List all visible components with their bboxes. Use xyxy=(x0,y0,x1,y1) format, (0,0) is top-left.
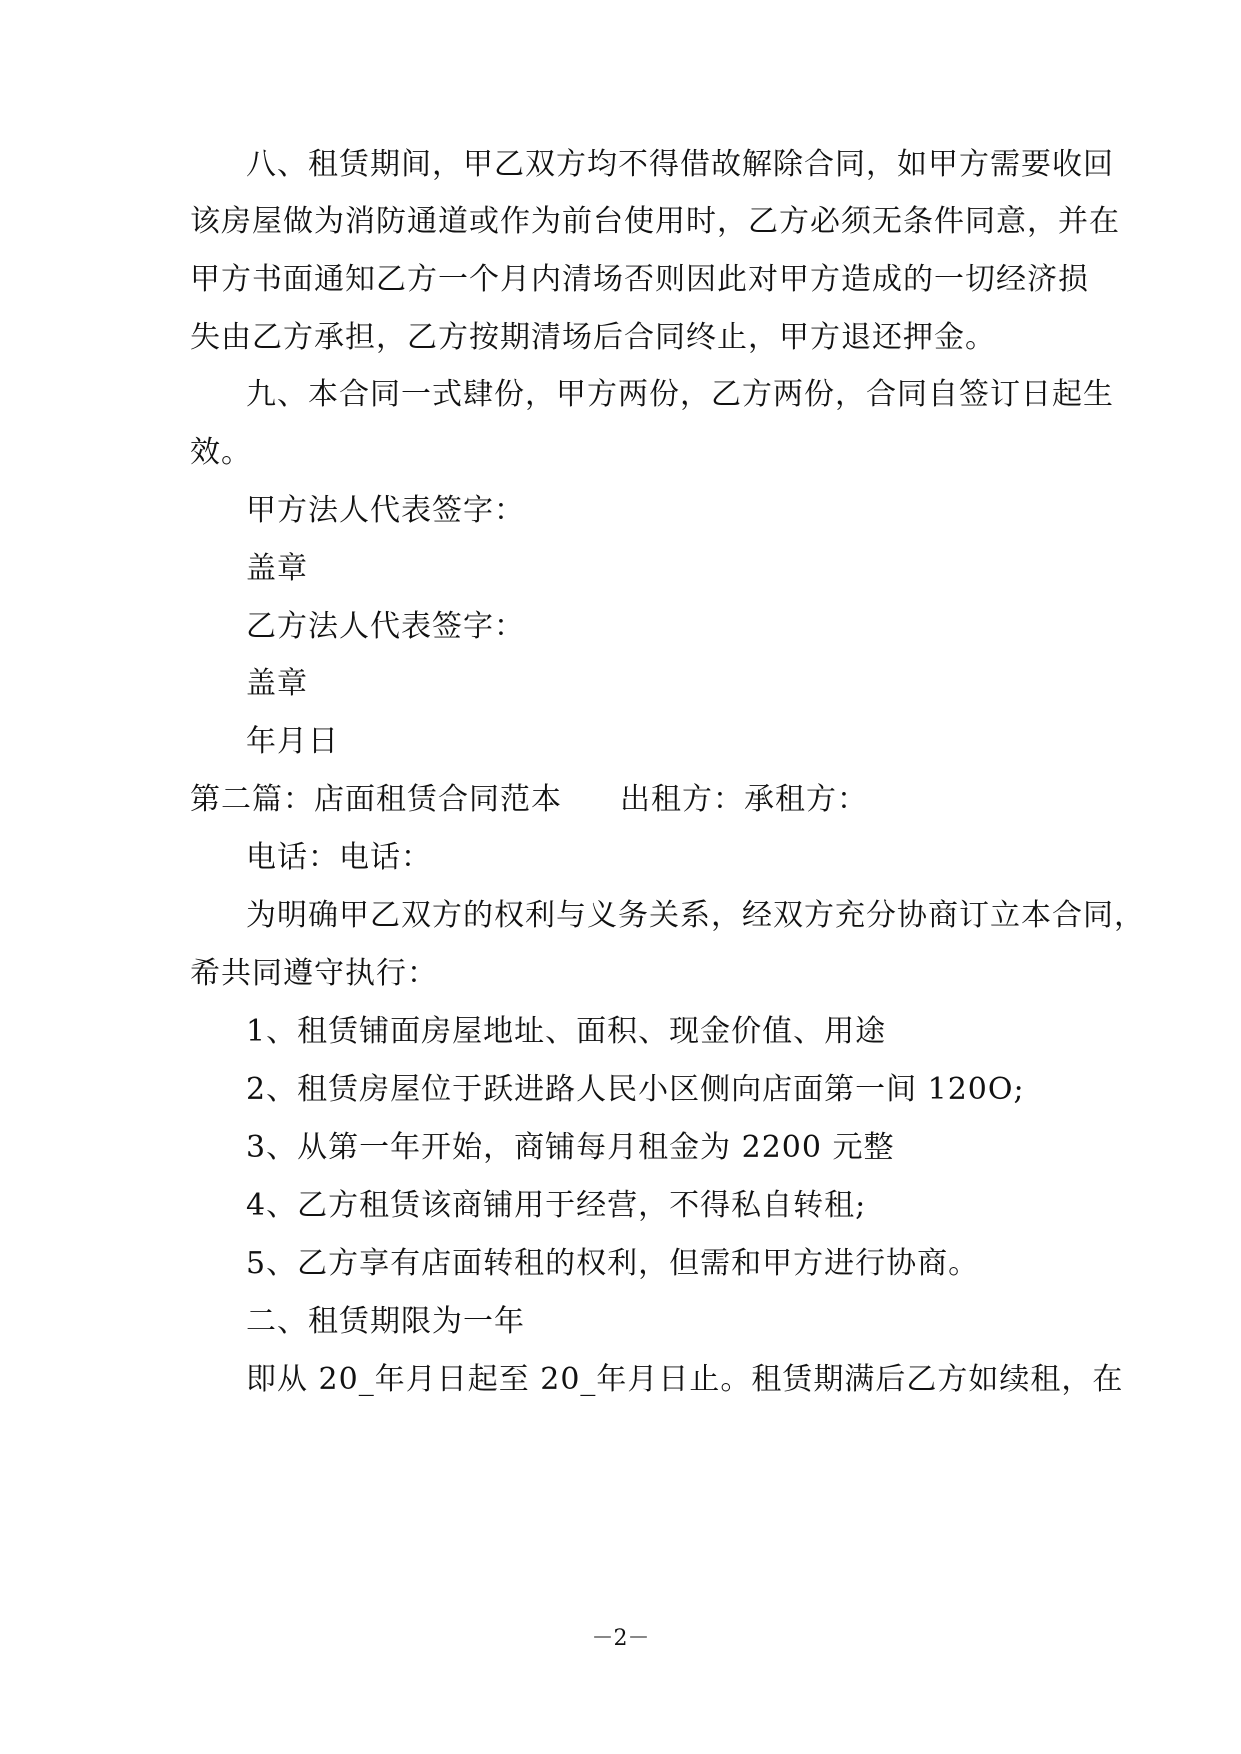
paragraph-9-line-2: 效。 xyxy=(190,435,252,470)
section-title: 第二篇：店面租赁合同范本 xyxy=(190,782,562,817)
lease-term-heading: 二、租赁期限为一年 xyxy=(246,1304,525,1339)
party-b-signature: 乙方法人代表签字： xyxy=(246,609,525,644)
lease-term-line: 即从 20_年月日起至 20_年月日止。租赁期满后乙方如续租，在 xyxy=(246,1362,1124,1397)
paragraph-8-line-1: 八、租赁期间，甲乙双方均不得借故解除合同，如甲方需要收回 xyxy=(246,147,1114,182)
phone-line: 电话：电话： xyxy=(246,840,432,875)
page-number: －2－ xyxy=(591,1626,650,1651)
clause-1: 1、租赁铺面房屋地址、面积、现金价值、用途 xyxy=(246,1014,887,1049)
paragraph-8-line-4: 失由乙方承担，乙方按期清场后合同终止，甲方退还押金。 xyxy=(190,320,996,355)
paragraph-9-line-1: 九、本合同一式肆份，甲方两份，乙方两份，合同自签订日起生 xyxy=(246,377,1114,412)
clause-2: 2、租赁房屋位于跃进路人民小区侧向店面第一间 120O; xyxy=(246,1072,1025,1107)
clause-4: 4、乙方租赁该商铺用于经营，不得私自转租; xyxy=(246,1188,867,1223)
party-a-seal: 盖章 xyxy=(246,551,308,586)
section-parties: 出租方：承租方： xyxy=(620,782,868,817)
party-a-signature: 甲方法人代表签字： xyxy=(246,493,525,528)
party-b-seal: 盖章 xyxy=(246,666,308,701)
intro-line-2: 希共同遵守执行： xyxy=(190,956,438,991)
paragraph-8-line-2: 该房屋做为消防通道或作为前台使用时，乙方必须无条件同意，并在 xyxy=(190,204,1120,239)
clause-3: 3、从第一年开始，商铺每月租金为 2200 元整 xyxy=(246,1130,895,1165)
section-heading xyxy=(190,780,868,820)
date-line: 年月日 xyxy=(246,724,339,759)
paragraph-8-line-3: 甲方书面通知乙方一个月内清场否则因此对甲方造成的一切经济损 xyxy=(190,262,1089,297)
intro-line-1: 为明确甲乙双方的权利与义务关系，经双方充分协商订立本合同， xyxy=(246,898,1145,933)
clause-5: 5、乙方享有店面转租的权利，但需和甲方进行协商。 xyxy=(246,1246,980,1281)
